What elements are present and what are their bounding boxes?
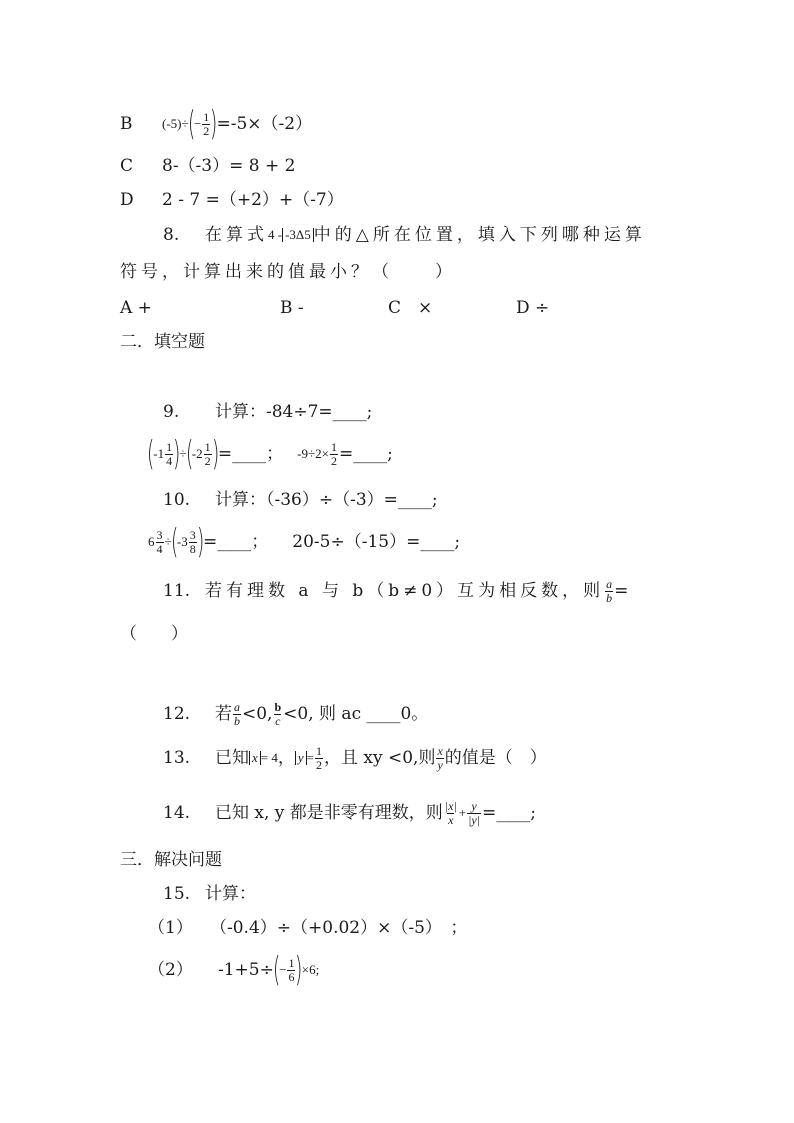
paren-right: ) xyxy=(295,950,303,990)
blank-text: =____； xyxy=(217,443,284,464)
minus-sign: − xyxy=(279,962,287,978)
question-text: 若有理数 a 与 b（b≠0）互为相反数，则 xyxy=(205,580,605,601)
paren-right: ) xyxy=(196,522,205,562)
question-number: 11. xyxy=(163,580,191,601)
abs-expr: -3Δ5 xyxy=(282,228,314,242)
question-14-line xyxy=(163,792,536,834)
question-number: 12. xyxy=(163,703,191,724)
fraction: b c xyxy=(274,699,282,728)
expr-part: =-5×（-2） xyxy=(216,113,313,134)
mixed-number: -2 1 2 xyxy=(191,439,211,468)
expr-text: 20-5÷（-15）=____; xyxy=(292,531,461,552)
question-text: 已知 x, y 都是非零有理数，则 xyxy=(215,802,443,823)
operator: ÷ xyxy=(164,534,172,550)
blank-text: =____; xyxy=(482,802,537,823)
question-text: 已知 xyxy=(215,747,249,768)
option-d-line xyxy=(120,190,344,210)
option-d: D ÷ xyxy=(516,298,550,318)
expr-part: = xyxy=(306,750,314,766)
fraction: x y xyxy=(437,743,443,772)
question-number: 15. xyxy=(163,884,191,904)
question-number: 9. xyxy=(163,402,180,422)
paren-right: ) xyxy=(173,434,181,474)
question-number: 10. xyxy=(163,490,191,510)
expr-text: 8-（-3）= 8 + 2 xyxy=(162,156,296,176)
paren-left: ( xyxy=(185,434,193,474)
question-text: <0, 则 ac ____0。 xyxy=(283,703,429,724)
paren-left: ( xyxy=(187,104,195,144)
plus-sign: + xyxy=(458,805,467,821)
question-9-line2 xyxy=(148,434,393,474)
mixed-number: 6 3 4 xyxy=(148,527,163,556)
question-11-line1 xyxy=(163,578,628,604)
option-label: C xyxy=(120,156,134,176)
answer-paren: （ ） xyxy=(120,624,188,644)
option-label: B xyxy=(120,113,133,134)
question-text: 符号，计算出来的值最小？（ ） xyxy=(120,262,456,282)
expr-part: = 4 xyxy=(260,750,278,766)
mixed-number: -1 1 4 xyxy=(153,439,173,468)
expr-part: ×6; xyxy=(301,962,320,978)
paren-right: ) xyxy=(210,104,218,144)
fraction: $\frac{a}{b}$ xyxy=(606,577,613,605)
question-text: <0, xyxy=(242,703,273,724)
question-text: ，且 xy <0,则 xyxy=(324,747,436,768)
question-8-options xyxy=(120,298,549,318)
blank-text: =____； xyxy=(203,531,269,552)
question-text: 计算： xyxy=(205,884,256,904)
fraction: $\frac{1}{2}$ xyxy=(330,439,337,468)
paren-left: ( xyxy=(272,950,281,990)
question-text: ， xyxy=(277,747,295,768)
expr-part: (-5)÷ xyxy=(162,116,189,132)
question-15-part2 xyxy=(148,950,319,990)
question-text: 在算式 xyxy=(205,225,268,245)
fraction: a b xyxy=(234,699,240,728)
option-c-line xyxy=(120,156,295,176)
question-15-part1 xyxy=(148,918,467,938)
question-text: 计算：-84÷7=____; xyxy=(215,402,373,422)
equals-sign: = xyxy=(614,580,629,601)
fraction: |x| x xyxy=(444,798,457,827)
option-label: D xyxy=(120,190,134,210)
expr-part: -9÷2× xyxy=(297,446,329,462)
paren-right: ) xyxy=(211,434,219,474)
operator: ÷ xyxy=(179,446,187,462)
abs-y: y xyxy=(295,751,307,765)
option-c: C × xyxy=(388,298,433,318)
question-8-line2 xyxy=(120,262,456,282)
section-title xyxy=(120,850,222,870)
question-10-line2 xyxy=(148,522,460,562)
expr-part: -1+5÷ xyxy=(218,959,274,980)
fraction: $\frac{y}{|y|}$ xyxy=(468,798,481,827)
question-text: 计算：（-36）÷（-3）=____; xyxy=(215,490,438,510)
question-8-line1 xyxy=(163,225,646,245)
fraction: $\frac{1}{2}$ xyxy=(316,743,322,772)
blank-text: =____; xyxy=(338,443,393,464)
section-title-text: 三．解决问题 xyxy=(120,850,222,870)
question-10-line1 xyxy=(163,490,438,510)
expr-part: 4 - xyxy=(268,227,283,243)
question-text: 中的△所在位置，填入下列哪种运算 xyxy=(313,225,646,245)
paren-left: ( xyxy=(146,434,155,474)
part-label: （1） xyxy=(148,918,193,938)
fraction: $\frac{1}{6}$ xyxy=(288,955,295,984)
option-b-line xyxy=(120,104,312,144)
option-a: A + xyxy=(120,298,152,318)
question-number: 14. xyxy=(163,802,191,823)
section-title xyxy=(120,332,205,352)
question-13-line xyxy=(163,738,547,778)
question-number: 13. xyxy=(163,747,191,768)
question-text: 的值是（ ） xyxy=(444,747,547,768)
part-label: （2） xyxy=(148,959,193,980)
section-title-text: 二．填空题 xyxy=(120,332,205,352)
question-9-line1 xyxy=(163,402,372,422)
minus-sign: − xyxy=(193,116,202,132)
question-15-line1 xyxy=(163,884,256,904)
question-12-line xyxy=(163,694,428,734)
question-text: 若 xyxy=(215,703,232,724)
mixed-number: -3 3 8 xyxy=(176,527,196,556)
expr-text: 2 - 7 =（+2）+（-7） xyxy=(162,190,344,210)
option-b: B - xyxy=(280,298,304,318)
paren-left: ( xyxy=(170,522,178,562)
fraction: $\frac{1}{2}$ xyxy=(203,109,210,138)
expr-text: （-0.4）÷（+0.02）×（-5） ； xyxy=(210,918,468,938)
question-11-line2 xyxy=(120,624,188,644)
abs-x: x xyxy=(249,751,261,765)
question-number: 8. xyxy=(163,225,180,245)
